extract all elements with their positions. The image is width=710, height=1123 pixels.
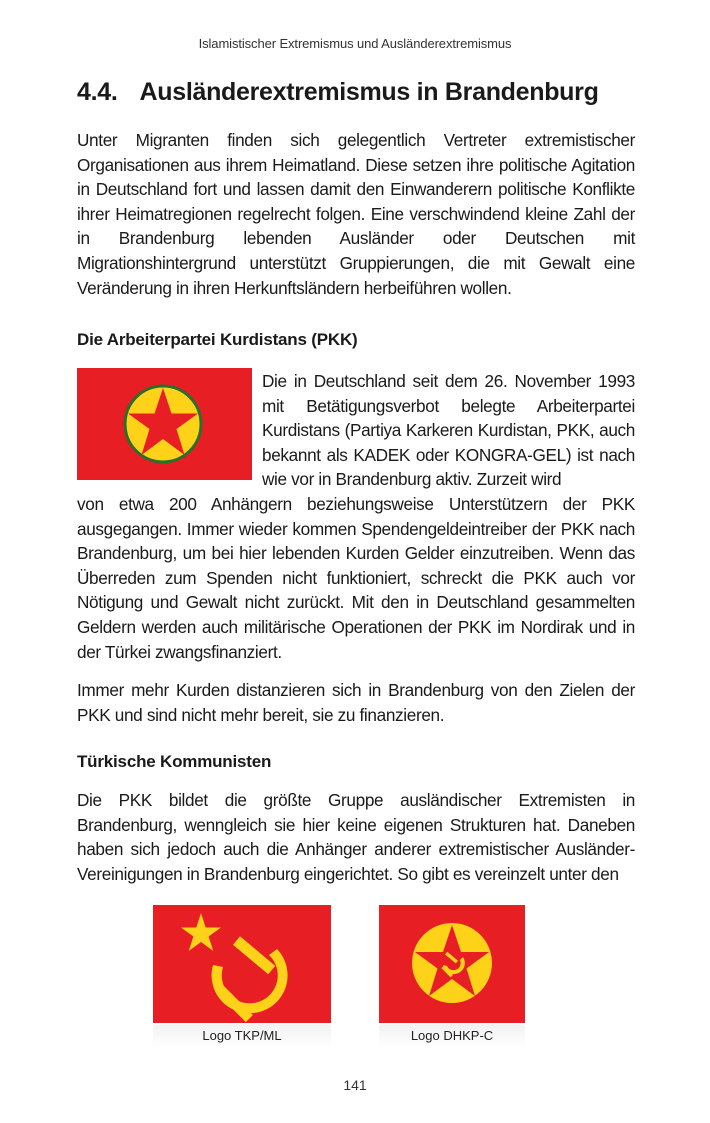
dhkp-c-logo-icon xyxy=(379,905,525,1023)
tkp-ml-logo-icon xyxy=(153,905,331,1023)
section-number: 4.4. xyxy=(77,78,118,106)
section-title-text: Ausländerextremismus in Brandenburg xyxy=(139,78,599,106)
tkp-ml-caption: Logo TKP/ML xyxy=(202,1028,282,1043)
pkk-paragraph-continued: von etwa 200 Anhängern beziehungsweise Unterstützern der PKK ausgegangen. Immer wieder kommen Spendengeldeintreiber der PKK nach Brandenburg, um bei hier lebenden Kurden Gelder einzutreiben. Wenn das Überreden zum Spenden nicht funktioniert, schreckt die PKK auch vor Nötigung und Gewalt nicht zurückt. Mit den in Deutschland gesammelten Geldern werden auch militärische Operationen der PKK im Nordirak und in der Türkei zwangsfinanziert. xyxy=(77,494,635,662)
dhkp-c-caption: Logo DHKP-C xyxy=(410,1028,494,1043)
pkk-paragraph-2: Immer mehr Kurden distanzieren sich in Brandenburg von den Zielen der PKK und sind nicht mehr bereit, sie zu finanzieren. xyxy=(77,680,635,725)
intro-paragraph: Unter Migranten finden sich gelegentlich Vertreter extremistischer Organisationen aus ihrem Heimatland. Diese setzen ihre politische Agitation in Deutschland fort und lassen damit den Einwanderern politische Konflikte ihrer Heimatregionen regelrecht folgen. Eine verschwindend kleine Zahl der in Brandenburg lebenden Ausländer oder Deutschen mit Migrationshintergrund unterstützt Gruppierungen, die mit Gewalt eine Veränderung in ihren Herkunftsländern herbeiführen wollen. xyxy=(77,130,635,298)
pkk-flag-icon xyxy=(77,368,252,480)
turkish-communists-heading: Türkische Kommunisten xyxy=(77,752,272,771)
pkk-heading: Die Arbeiterpartei Kurdistans (PKK) xyxy=(77,330,358,349)
page-number: 141 xyxy=(343,1077,367,1093)
running-header: Islamistischer Extremismus und Ausländerextremismus xyxy=(198,36,512,51)
turkish-communists-paragraph: Die PKK bildet die größte Gruppe ausländischer Extremisten in Brandenburg, wenngleich sie hier keine eigenen Strukturen hat. Daneben haben sich jedoch auch die Anhänger anderer extremistischer Ausländer-Vereinigungen in Brandenburg eingerichtet. So gibt es vereinzelt unter den xyxy=(77,790,635,884)
pkk-paragraph-beside-flag: Die in Deutschland seit dem 26. November 1993 mit Betätigungsverbot belegte Arbeiterpartei Kurdistans (Partiya Karkeren Kurdistan, PKK, auch bekannt als KADEK oder KONGRA-GEL) ist nach wie vor in Brandenburg aktiv. Zurzeit wird xyxy=(262,371,635,490)
section-title xyxy=(77,78,599,107)
